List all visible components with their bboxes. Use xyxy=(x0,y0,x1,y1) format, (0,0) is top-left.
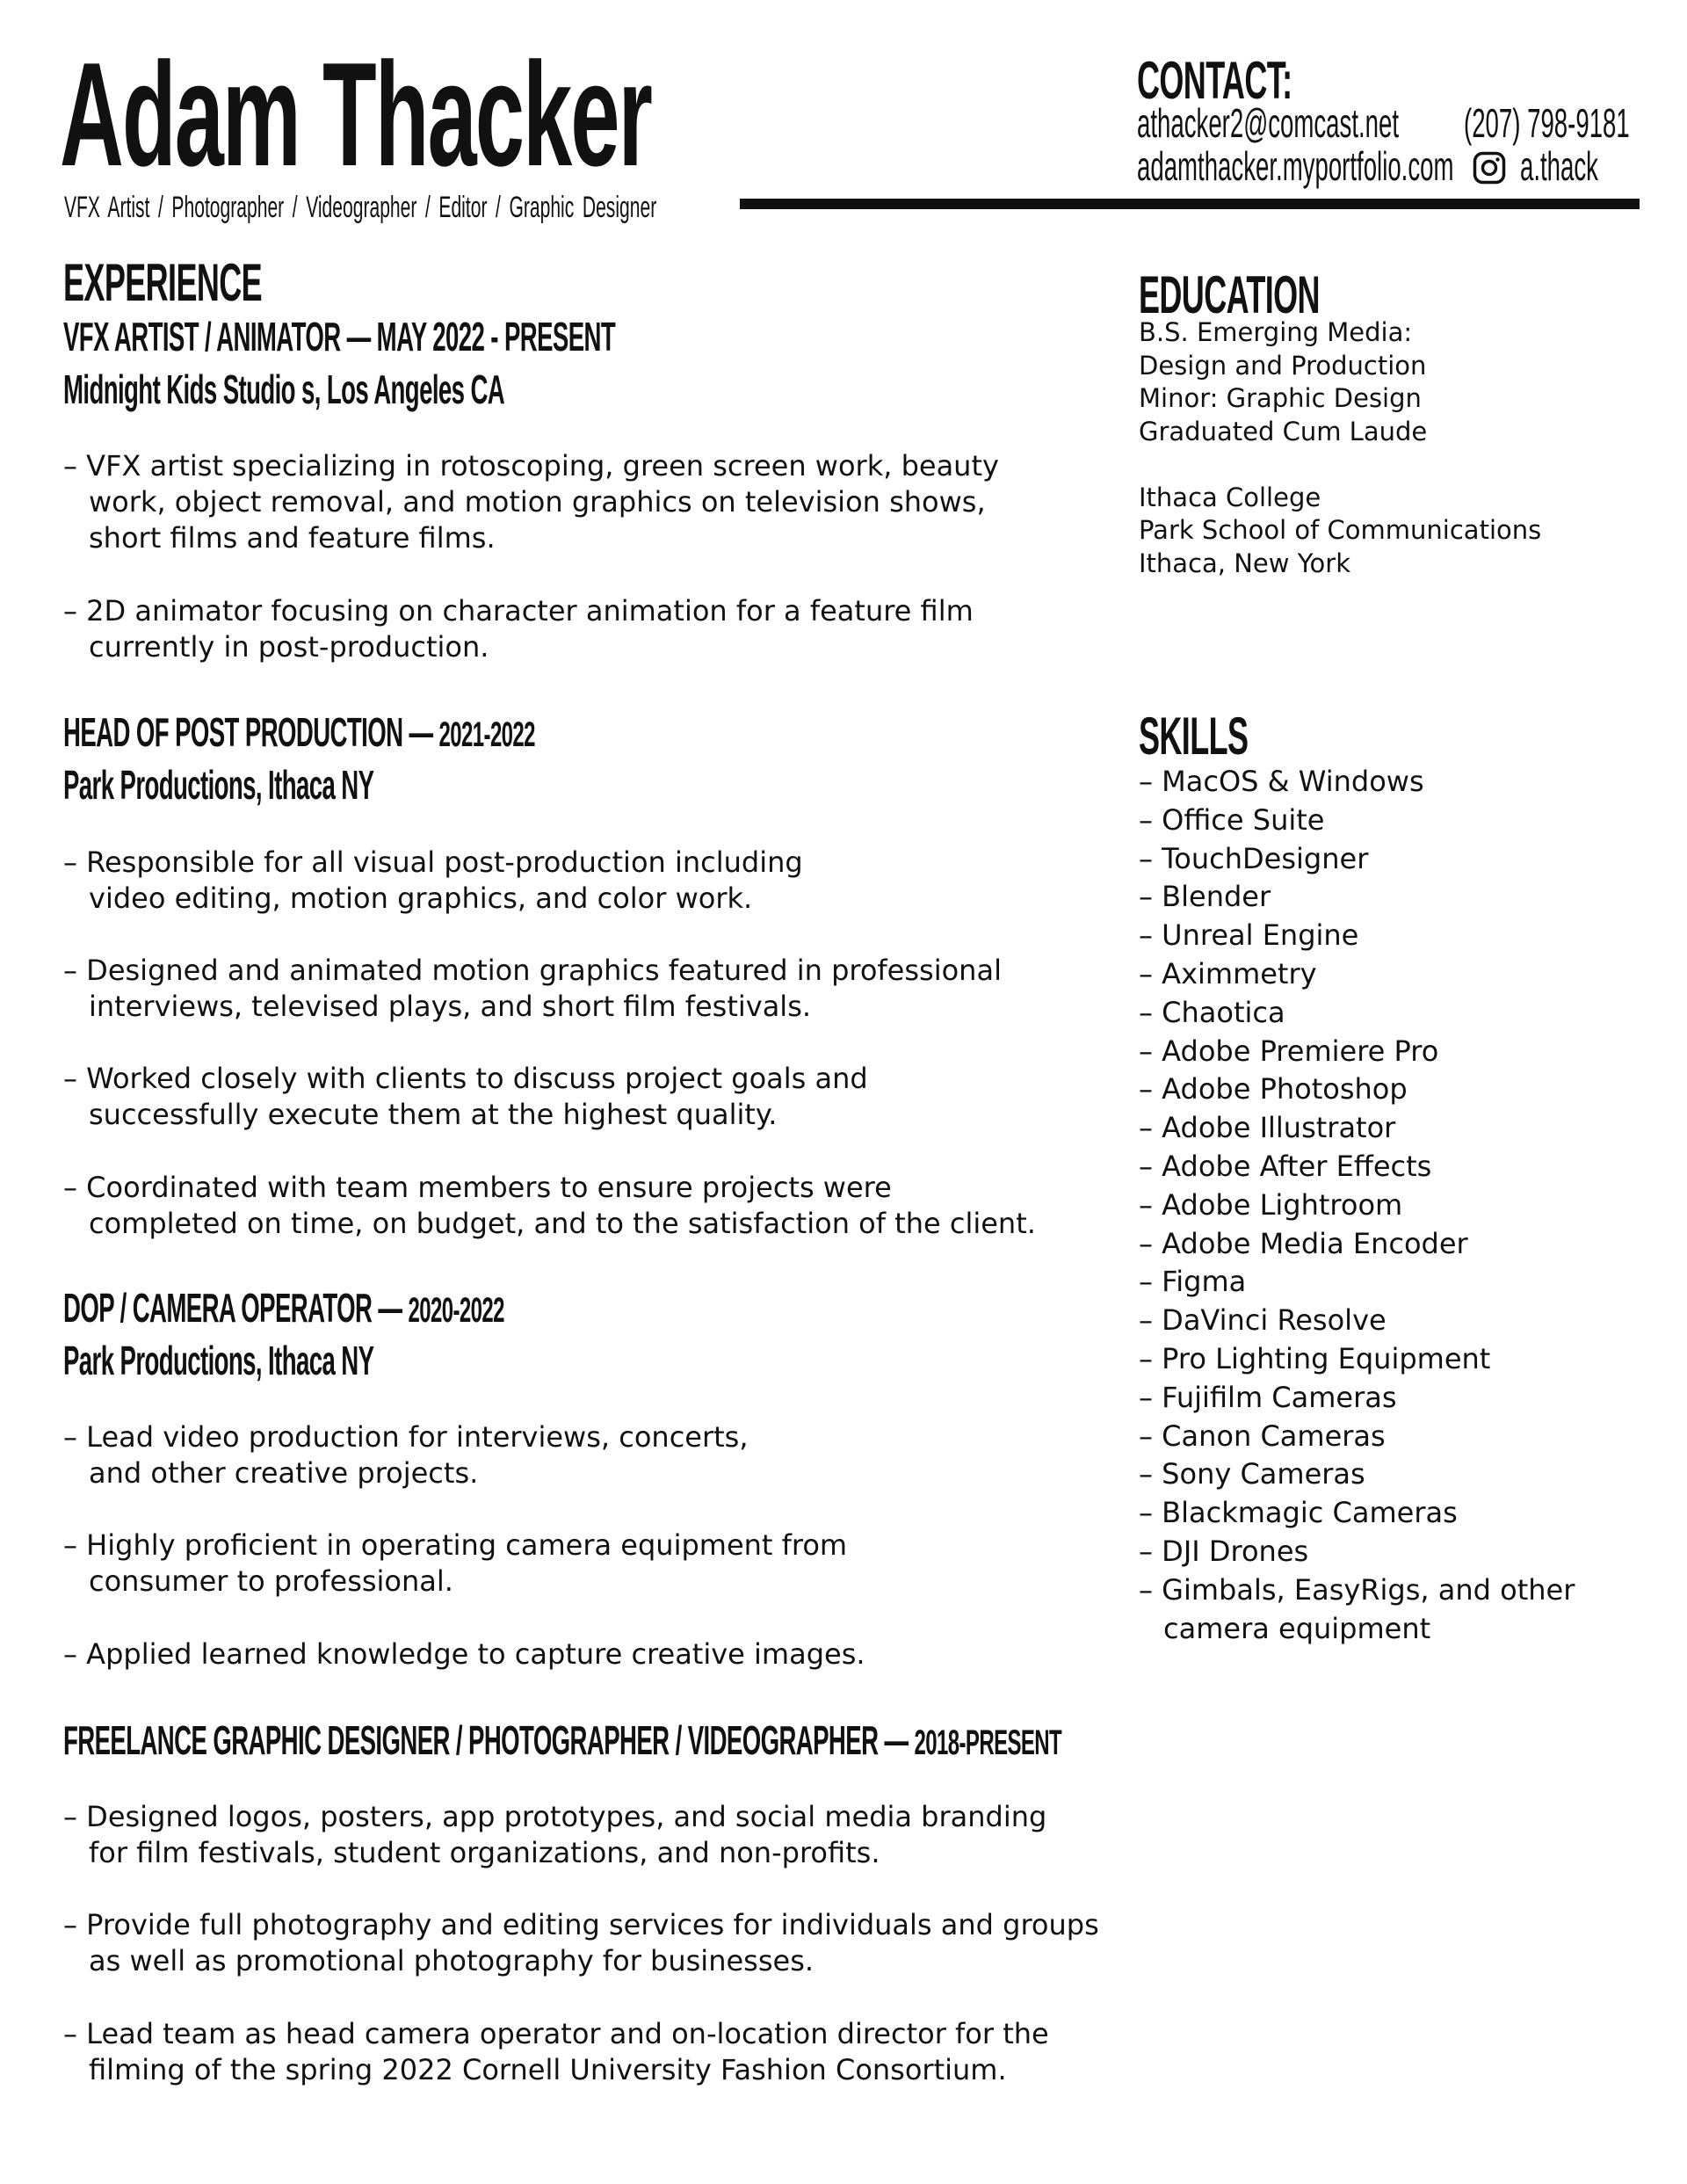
skill-item: – TouchDesigner xyxy=(1139,841,1369,875)
skill-item: – Canon Cameras xyxy=(1139,1419,1386,1453)
skill-item: – Adobe Illustrator xyxy=(1139,1111,1396,1145)
job-title: HEAD OF POST PRODUCTION — 2021-2022 xyxy=(63,709,535,755)
job-bullet: – Responsible for all visual post-production including video editing, motion graphics, and color work. xyxy=(63,845,803,915)
skill-item: – DJI Drones xyxy=(1139,1534,1309,1568)
skill-item: – Chaotica xyxy=(1139,995,1285,1029)
skill-item: – Pro Lighting Equipment xyxy=(1139,1341,1491,1375)
job-company: Park Productions, Ithaca NY xyxy=(63,1338,374,1383)
experience-heading: EXPERIENCE xyxy=(63,253,263,312)
resume-name: Adam Thacker xyxy=(60,32,652,197)
skills-list xyxy=(1139,763,1575,1648)
job-bullet: – Designed logos, posters, app prototypes, and social media branding for film festivals, student organizations, and non-profits. xyxy=(63,1800,1047,1869)
skill-item: – Adobe Premiere Pro xyxy=(1139,1034,1439,1068)
school-line: Ithaca College xyxy=(1139,482,1321,512)
job-bullet: – Designed and animated motion graphics featured in professional interviews, televised plays, and short film festivals. xyxy=(63,954,1002,1023)
job-bullet: – 2D animator focusing on character animation for a feature film currently in post-production. xyxy=(63,594,974,664)
education-heading: EDUCATION xyxy=(1139,265,1320,324)
skill-item: – Blackmagic Cameras xyxy=(1139,1496,1458,1530)
contact-phone[interactable]: (207) 798-9181 xyxy=(1464,100,1630,146)
instagram-icon xyxy=(1473,151,1506,185)
job-bullet: – Highly proficient in operating camera equipment from consumer to professional. xyxy=(63,1528,848,1598)
skill-item: – Blender xyxy=(1139,880,1271,914)
skill-item: – Aximmetry xyxy=(1139,956,1317,990)
job-bullet: – Lead team as head camera operator and on-location director for the filming of the spring 2022 Cornell University Fashion Consortium. xyxy=(63,2017,1049,2086)
contact-heading: CONTACT: xyxy=(1137,51,1292,110)
resume-roles: VFX Artist / Photographer / Videographer / Editor / Graphic Designer xyxy=(64,191,657,224)
job-title: VFX ARTIST / ANIMATOR — MAY 2022 - PRESENT xyxy=(63,314,616,359)
job-bullet: – Applied learned knowledge to capture creative images. xyxy=(63,1637,865,1671)
contact-email[interactable]: athacker2@comcast.net xyxy=(1137,100,1400,146)
skill-item: – Adobe Photoshop xyxy=(1139,1072,1408,1107)
degree-line: Graduated Cum Laude xyxy=(1139,416,1428,446)
job-title: FREELANCE GRAPHIC DESIGNER / PHOTOGRAPHER / VIDEOGRAPHER — 2018-PRESENT xyxy=(63,1717,1062,1763)
header-divider xyxy=(740,199,1640,209)
skill-item: – Fujifilm Cameras xyxy=(1139,1380,1397,1414)
job-bullet: – Worked closely with clients to discuss project goals and successfully execute them at the highest quality. xyxy=(63,1062,868,1131)
job-company: Park Productions, Ithaca NY xyxy=(63,762,374,808)
skill-item: – Adobe Media Encoder xyxy=(1139,1226,1468,1260)
degree-line: Minor: Graphic Design xyxy=(1139,383,1422,413)
degree-line: Design and Production xyxy=(1139,350,1427,381)
job-bullet: – Coordinated with team members to ensure projects were completed on time, on budget, and to the satisfaction of the client. xyxy=(63,1171,1036,1240)
school-line: Ithaca, New York xyxy=(1139,548,1351,578)
job-bullet: – VFX artist specializing in rotoscoping, green screen work, beauty work, object removal, and motion graphics on television shows, short films and feature films. xyxy=(63,449,999,555)
skill-item: – Adobe After Effects xyxy=(1139,1149,1432,1183)
job-company: Midnight Kids Studio s, Los Angeles CA xyxy=(63,366,505,412)
contact-website[interactable]: adamthacker.myportfolio.com xyxy=(1137,143,1454,189)
skill-item: – Adobe Lightroom xyxy=(1139,1187,1403,1222)
skill-item: – MacOS & Windows xyxy=(1139,765,1424,798)
skills-heading: SKILLS xyxy=(1139,707,1249,765)
skill-item: – Unreal Engine xyxy=(1139,918,1359,953)
skill-item: – Gimbals, EasyRigs, and other xyxy=(1139,1572,1575,1607)
skill-item: – Figma xyxy=(1139,1265,1247,1299)
education-details xyxy=(1139,316,1541,580)
skill-item-continuation: camera equipment xyxy=(1163,1611,1431,1645)
skill-item: – DaVinci Resolve xyxy=(1139,1303,1387,1338)
school-line: Park School of Communications xyxy=(1139,515,1542,545)
degree-line: B.S. Emerging Media: xyxy=(1139,317,1413,347)
skill-item: – Sony Cameras xyxy=(1139,1457,1365,1491)
job-title: DOP / CAMERA OPERATOR — 2020-2022 xyxy=(63,1285,504,1331)
skill-item: – Office Suite xyxy=(1139,802,1325,837)
job-bullet: – Provide full photography and editing services for individuals and groups as well as promotional photography for businesses. xyxy=(63,1908,1099,1977)
contact-instagram-handle[interactable]: a.thack xyxy=(1520,143,1598,189)
job-bullet: – Lead video production for interviews, concerts, and other creative projects. xyxy=(63,1420,749,1490)
